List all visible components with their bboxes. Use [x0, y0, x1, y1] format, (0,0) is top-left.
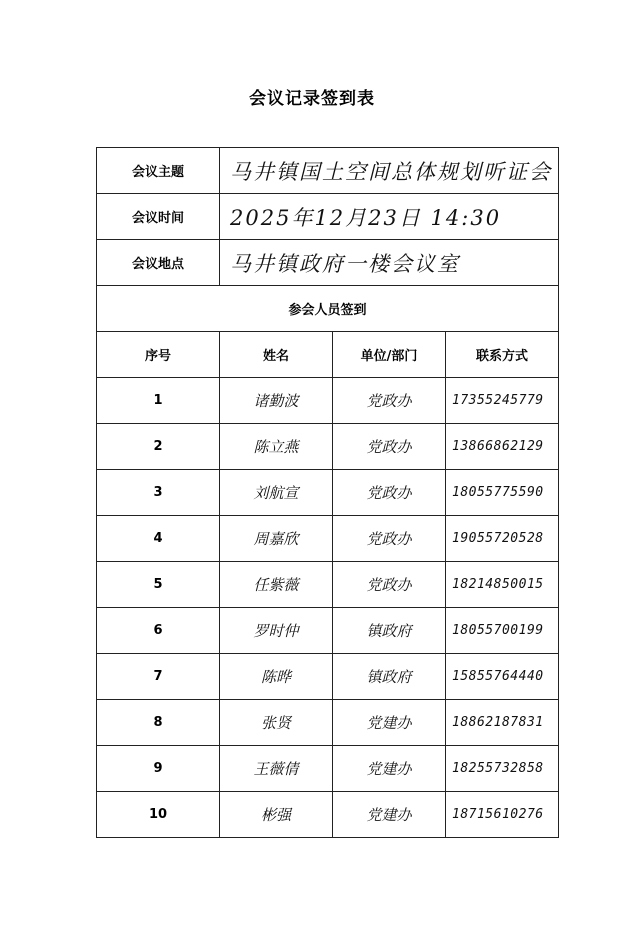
place-label: 会议地点 — [97, 240, 220, 286]
section-title: 参会人员签到 — [97, 286, 559, 332]
row-unit: 镇政府 — [333, 608, 446, 654]
topic-row — [97, 148, 559, 194]
row-name: 任紫薇 — [220, 562, 333, 608]
row-phone: 18715610276 — [446, 792, 559, 838]
place-row — [97, 240, 559, 286]
row-number: 9 — [97, 746, 220, 792]
header-name: 姓名 — [220, 332, 333, 378]
row-name: 王薇倩 — [220, 746, 333, 792]
page-title: 会议记录签到表 — [249, 89, 375, 109]
table-row — [97, 516, 559, 562]
row-name: 陈晔 — [220, 654, 333, 700]
row-number: 10 — [97, 792, 220, 838]
table-row — [97, 424, 559, 470]
sign-in-table — [96, 147, 559, 838]
row-phone: 18255732858 — [446, 746, 559, 792]
header-no: 序号 — [97, 332, 220, 378]
row-phone: 15855764440 — [446, 654, 559, 700]
row-number: 2 — [97, 424, 220, 470]
row-name: 张贤 — [220, 700, 333, 746]
header-row — [97, 332, 559, 378]
time-value: 2025年12月23日 14:30 — [220, 194, 559, 240]
time-row — [97, 194, 559, 240]
time-label: 会议时间 — [97, 194, 220, 240]
table-row — [97, 700, 559, 746]
row-unit: 镇政府 — [333, 654, 446, 700]
row-phone: 18055775590 — [446, 470, 559, 516]
row-number: 5 — [97, 562, 220, 608]
row-number: 8 — [97, 700, 220, 746]
row-phone: 13866862129 — [446, 424, 559, 470]
place-value: 马井镇政府一楼会议室 — [220, 240, 559, 286]
row-unit: 党政办 — [333, 562, 446, 608]
topic-value: 马井镇国土空间总体规划听证会 — [220, 148, 559, 194]
row-unit: 党政办 — [333, 516, 446, 562]
row-unit: 党建办 — [333, 700, 446, 746]
row-number: 6 — [97, 608, 220, 654]
row-phone: 19055720528 — [446, 516, 559, 562]
row-name: 刘航宣 — [220, 470, 333, 516]
row-name: 周嘉欣 — [220, 516, 333, 562]
row-name: 诸勤波 — [220, 378, 333, 424]
row-phone: 18862187831 — [446, 700, 559, 746]
table-row — [97, 470, 559, 516]
table-row — [97, 378, 559, 424]
row-phone: 18214850015 — [446, 562, 559, 608]
table-row — [97, 746, 559, 792]
section-row — [97, 286, 559, 332]
row-number: 1 — [97, 378, 220, 424]
row-unit: 党政办 — [333, 424, 446, 470]
row-phone: 18055700199 — [446, 608, 559, 654]
row-unit: 党政办 — [333, 470, 446, 516]
table-row — [97, 562, 559, 608]
topic-label: 会议主题 — [97, 148, 220, 194]
row-number: 4 — [97, 516, 220, 562]
header-contact: 联系方式 — [446, 332, 559, 378]
row-number: 7 — [97, 654, 220, 700]
row-unit: 党政办 — [333, 378, 446, 424]
row-phone: 17355245779 — [446, 378, 559, 424]
row-name: 罗时仲 — [220, 608, 333, 654]
row-unit: 党建办 — [333, 792, 446, 838]
header-unit: 单位/部门 — [333, 332, 446, 378]
table-row — [97, 608, 559, 654]
row-name: 陈立燕 — [220, 424, 333, 470]
table-row — [97, 792, 559, 838]
row-unit: 党建办 — [333, 746, 446, 792]
row-number: 3 — [97, 470, 220, 516]
row-name: 彬强 — [220, 792, 333, 838]
table-row — [97, 654, 559, 700]
